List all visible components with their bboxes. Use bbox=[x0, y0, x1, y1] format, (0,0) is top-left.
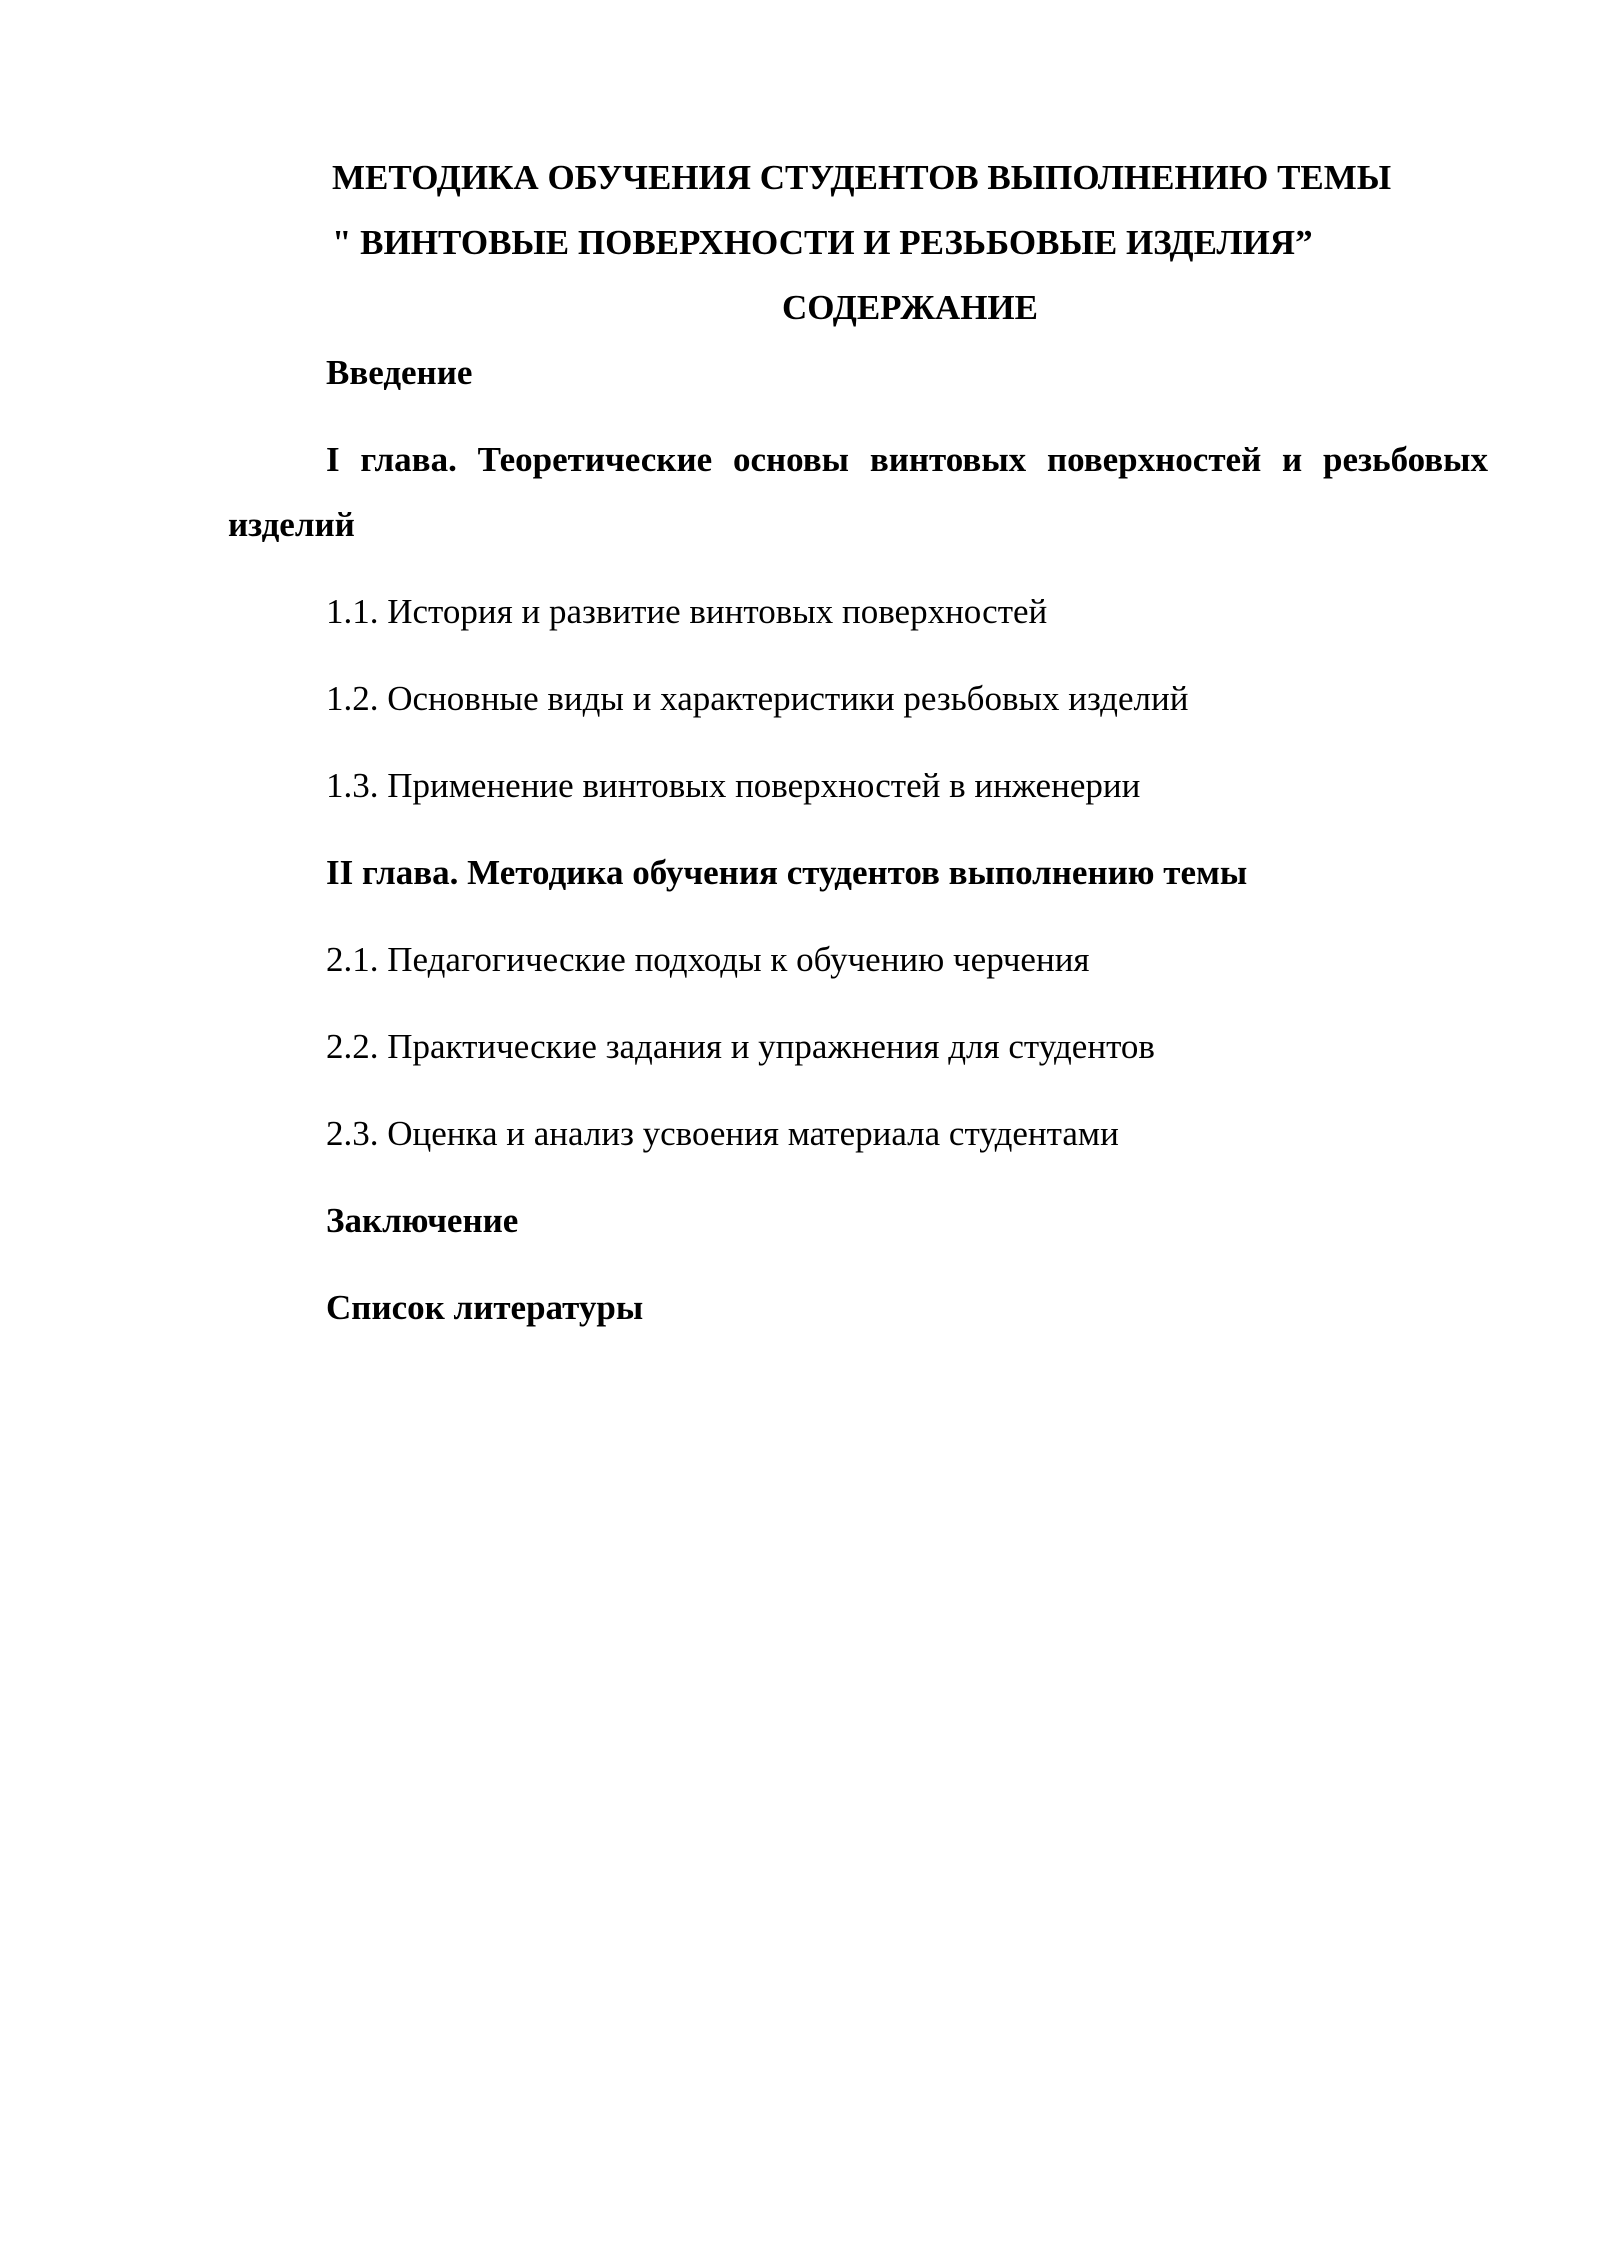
toc-entry-chapter-1: I глава. Теоретические основы винтовых поверхностей и резьбовых изделий bbox=[228, 440, 1488, 544]
toc-entry-introduction: Введение bbox=[326, 353, 473, 392]
toc-entry-section-2-2: 2.2. Практические задания и упражнения для студентов bbox=[326, 1027, 1155, 1066]
toc-entry-chapter-2: II глава. Методика обучения студентов выполнению темы bbox=[326, 853, 1248, 892]
toc-entry-section-2-1: 2.1. Педагогические подходы к обучению черчения bbox=[326, 940, 1090, 979]
document-body bbox=[228, 145, 1488, 1340]
title-line-2: " ВИНТОВЫЕ ПОВЕРХНОСТИ И РЕЗЬБОВЫЕ ИЗДЕЛИЯ” bbox=[332, 223, 1313, 262]
toc-entry-references: Список литературы bbox=[326, 1288, 644, 1327]
toc-entry-section-1-1: 1.1. История и развитие винтовых поверхностей bbox=[326, 592, 1048, 631]
toc-entry-conclusion: Заключение bbox=[326, 1201, 519, 1240]
title-line-1: МЕТОДИКА ОБУЧЕНИЯ СТУДЕНТОВ ВЫПОЛНЕНИЮ ТЕМЫ bbox=[332, 158, 1392, 197]
toc-entry-section-2-3: 2.3. Оценка и анализ усвоения материала студентами bbox=[326, 1114, 1119, 1153]
toc-entry-section-1-2: 1.2. Основные виды и характеристики резьбовых изделий bbox=[326, 679, 1189, 718]
toc-entry-section-1-3: 1.3. Применение винтовых поверхностей в инженерии bbox=[326, 766, 1141, 805]
toc-heading: СОДЕРЖАНИЕ bbox=[781, 288, 1038, 327]
